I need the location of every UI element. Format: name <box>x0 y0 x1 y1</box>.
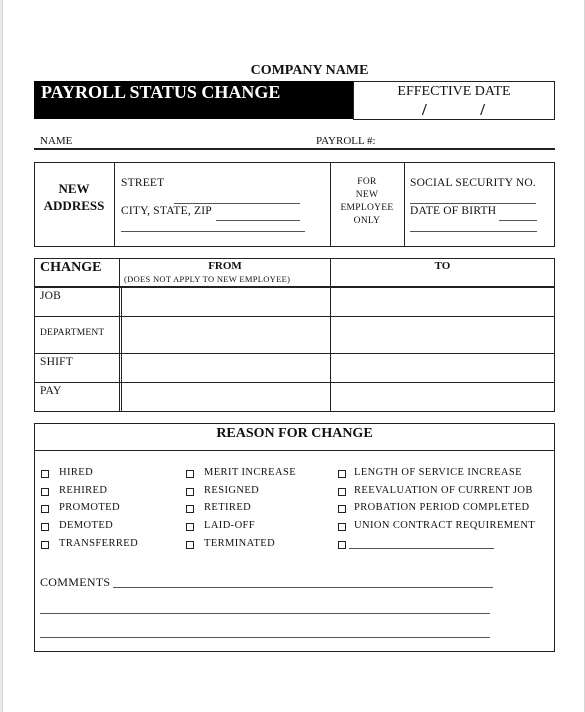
checkbox-retired[interactable] <box>186 505 194 513</box>
comments-line-1[interactable] <box>113 587 493 588</box>
name-row-line <box>34 148 555 150</box>
job-from-field[interactable] <box>123 289 329 315</box>
checkbox-length-of-service[interactable] <box>338 470 346 478</box>
reason-retired: RETIRED <box>204 502 252 513</box>
from-note: (DOES NOT APPLY TO NEW EMPLOYEE) <box>124 274 291 284</box>
reason-hired: HIRED <box>59 467 94 478</box>
street-label: STREET <box>121 177 165 189</box>
department-from-field[interactable] <box>123 318 329 352</box>
row-label-pay: PAY <box>40 385 62 397</box>
change-header: CHANGE <box>40 260 102 275</box>
comments-line-2[interactable] <box>40 613 490 614</box>
reason-resigned: RESIGNED <box>204 485 260 496</box>
other-reason-field[interactable] <box>349 548 494 549</box>
reason-terminated: TERMINATED <box>204 538 276 549</box>
reason-demoted: DEMOTED <box>59 520 114 531</box>
ssn-label: SOCIAL SECURITY NO. <box>410 177 536 189</box>
reason-reevaluation: REEVALUATION OF CURRENT JOB <box>354 485 533 496</box>
to-header: TO <box>434 260 451 272</box>
date-of-birth-label: DATE OF BIRTH <box>410 205 497 217</box>
reason-promoted: PROMOTED <box>59 502 120 513</box>
checkbox-probation-completed[interactable] <box>338 505 346 513</box>
comments-line-3[interactable] <box>40 637 490 638</box>
name-label: NAME <box>40 135 73 147</box>
form-title: PAYROLL STATUS CHANGE <box>34 81 354 119</box>
address-extra-field[interactable] <box>121 231 305 232</box>
reason-probation-completed: PROBATION PERIOD COMPLETED <box>354 502 530 513</box>
reason-merit-increase: MERIT INCREASE <box>204 467 297 478</box>
checkbox-union-contract[interactable] <box>338 523 346 531</box>
payroll-number-label: PAYROLL #: <box>316 135 376 147</box>
new-address-label: NEW ADDRESS <box>43 181 105 213</box>
checkbox-transferred[interactable] <box>41 541 49 549</box>
department-to-field[interactable] <box>332 318 554 352</box>
effective-date-label: EFFECTIVE DATE <box>397 84 511 99</box>
row-label-shift: SHIFT <box>40 356 73 368</box>
pay-from-field[interactable] <box>123 384 329 411</box>
checkbox-other[interactable] <box>338 541 346 549</box>
checkbox-laid-off[interactable] <box>186 523 194 531</box>
street-field[interactable] <box>174 203 300 204</box>
company-name: COMPANY NAME <box>250 63 369 78</box>
row-label-job: JOB <box>40 290 62 302</box>
city-state-zip-field[interactable] <box>216 220 300 221</box>
checkbox-reevaluation[interactable] <box>338 488 346 496</box>
reason-transferred: TRANSFERRED <box>59 538 139 549</box>
effective-date-box[interactable] <box>353 81 555 120</box>
reason-rehired: REHIRED <box>59 485 108 496</box>
date-of-birth-field[interactable] <box>499 220 537 221</box>
comments-label: COMMENTS <box>40 575 111 589</box>
shift-from-field[interactable] <box>123 355 329 381</box>
shift-to-field[interactable] <box>332 355 554 381</box>
reason-title: REASON FOR CHANGE <box>216 426 373 441</box>
for-new-employee-note: FOR NEW EMPLOYEE ONLY <box>340 177 394 226</box>
new-employee-extra-field[interactable] <box>410 231 537 232</box>
reason-laid-off: LAID-OFF <box>204 520 256 531</box>
pay-to-field[interactable] <box>332 384 554 411</box>
from-header: FROM <box>208 260 242 272</box>
form-page <box>2 0 585 712</box>
reason-union-contract: UNION CONTRACT REQUIREMENT <box>354 520 536 531</box>
checkbox-hired[interactable] <box>41 470 49 478</box>
job-to-field[interactable] <box>332 289 554 315</box>
row-label-department: DEPARTMENT <box>40 328 105 338</box>
checkbox-promoted[interactable] <box>41 505 49 513</box>
checkbox-demoted[interactable] <box>41 523 49 531</box>
checkbox-resigned[interactable] <box>186 488 194 496</box>
checkbox-terminated[interactable] <box>186 541 194 549</box>
effective-date-value[interactable]: / / <box>422 100 486 119</box>
ssn-field[interactable] <box>410 203 536 204</box>
checkbox-merit-increase[interactable] <box>186 470 194 478</box>
checkbox-rehired[interactable] <box>41 488 49 496</box>
reason-length-of-service: LENGTH OF SERVICE INCREASE <box>354 467 522 478</box>
city-state-zip-label: CITY, STATE, ZIP <box>121 205 212 217</box>
